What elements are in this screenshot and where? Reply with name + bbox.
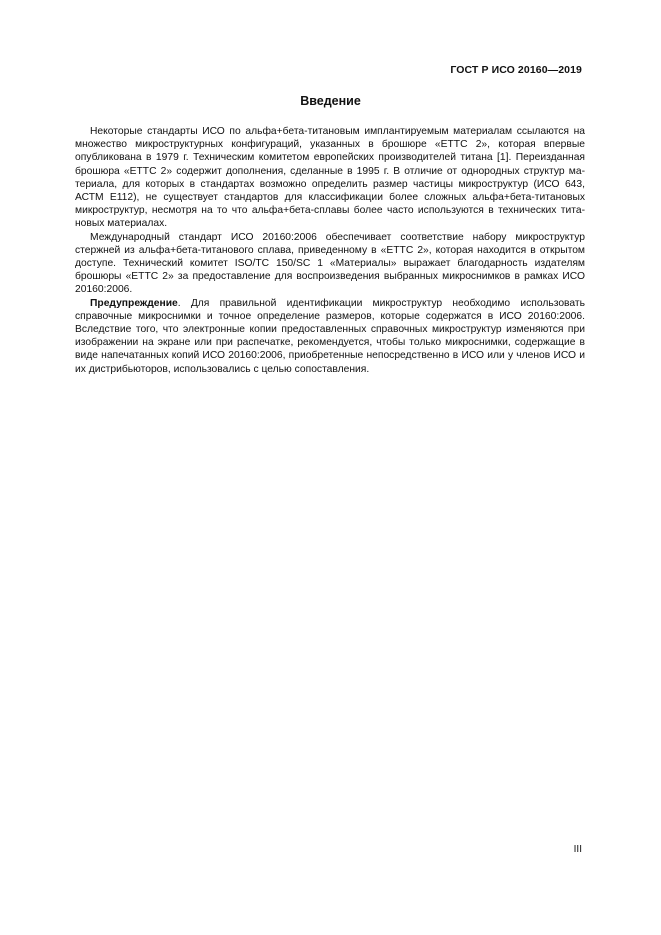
paragraph-3-text: . Для правильной идентификации микроструктур необходимо использовать справочные микроснимки и точное определение размеров, которые содержатся в ИСО 20160:2006. Вследствие того, что электронные копии предоставленных справочных микроструктур изменяются при изображении на экране или при распечатке, рекомендуется, чтобы только микроснимки, содержащие в виде напечатанных копий ИСО 20160:2006, приобретенные непосредственно в ИСО или у членов ИСО и их дистрибьюторов, использовались с целью сопоставления.	[75, 297, 585, 375]
paragraph-3	[75, 297, 585, 376]
paragraph-2	[75, 231, 585, 297]
section-title: Введение	[300, 94, 361, 108]
paragraph-1-text: Некоторые стандарты ИСО по альфа+бета-титановым имплантируемым материалам ссылаются на множество микроструктурных конфигураций, указанных в брошюре «ЕТТС 2», которая впервые опубликована в 1979 г. Техническим комитетом европейских производителей титана [1]. Переизданная брошюра «ЕТТС 2» содержит дополнения, сделанные в 1995 г. В отличие от однородных структур материала, для которых в стандартах возможно определить размер частицы микроструктур (ИСО 643, АСТМ Е112), не существует стандартов для классификации более сложных альфа+бета-титановых микроструктур, несмотря на то что альфа+бета-сплавы более часто используются в технических титановых материалах.	[75, 126, 585, 230]
warning-label: Предупреждение	[90, 297, 178, 309]
page-number: III	[573, 844, 582, 855]
body-text	[75, 125, 585, 376]
paragraph-1	[75, 125, 585, 231]
document-header-id: ГОСТ Р ИСО 20160—2019	[450, 64, 582, 76]
paragraph-2-text: Международный стандарт ИСО 20160:2006 обеспечивает соответствие набору микроструктур стержней из альфа+бета-титанового сплава, приведенному в «ЕТТС 2», которая находится в открытом доступе. Технический комитет ISO/TC 150/SC 1 «Материалы» выражает благодарность издателям брошюры «ЕТТС 2» за предоставление для воспроизведения выбранных микроснимков в рамках ИСО 20160:2006.	[75, 231, 585, 296]
